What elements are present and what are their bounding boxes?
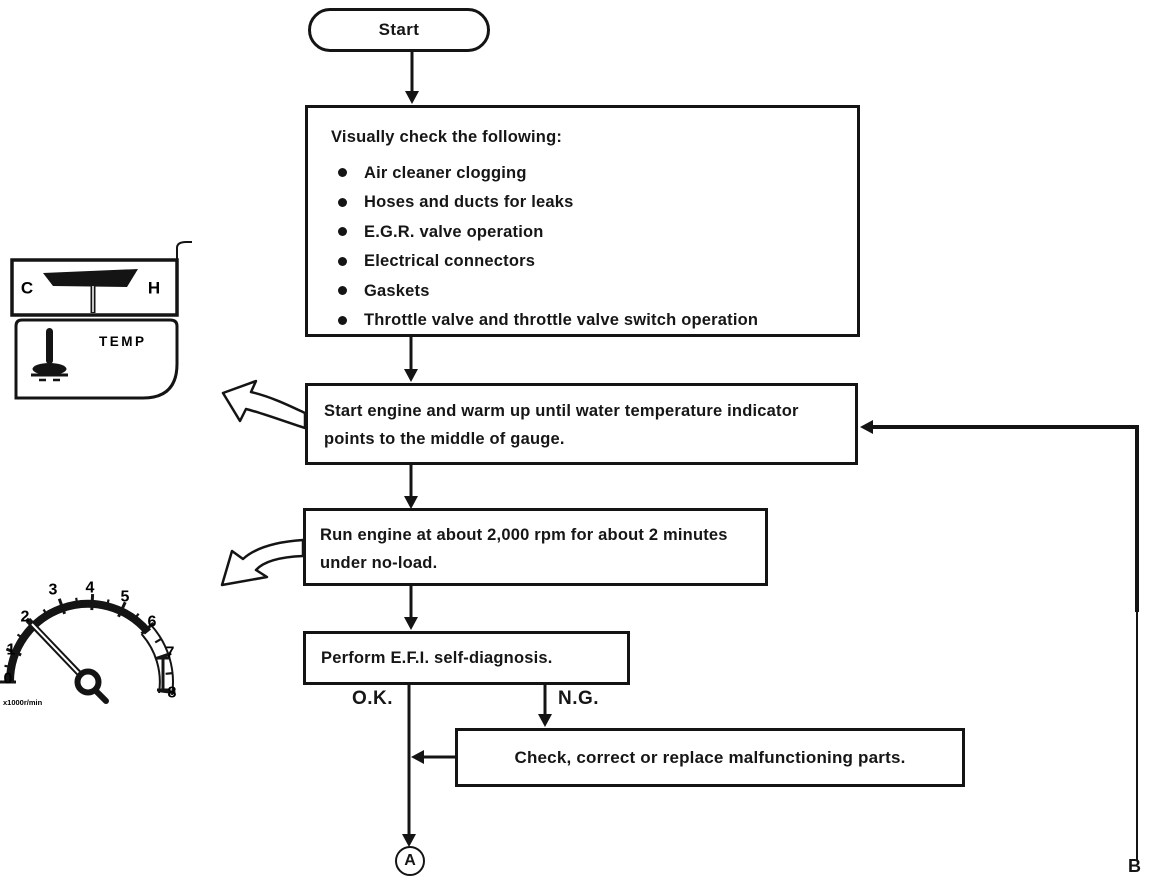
tach-tick-2: 2 — [20, 608, 30, 626]
run-engine-node — [303, 508, 768, 586]
temp-caption: TEMP — [99, 334, 147, 349]
arrowhead-left-icon — [860, 420, 873, 434]
line-feedback-upper — [872, 427, 1137, 612]
bullet-icon — [338, 227, 347, 236]
visual-check-title: Visually check the following: — [331, 128, 563, 146]
arrowhead-down-icon — [404, 617, 418, 630]
list-item-label: E.G.R. valve operation — [364, 222, 544, 241]
connector-a-label: A — [404, 852, 416, 869]
thermometer-icon — [46, 328, 53, 364]
list-item-label: Electrical connectors — [364, 252, 536, 271]
list-item — [328, 217, 841, 247]
self-diagnosis-node — [303, 631, 630, 685]
bullet-icon — [338, 316, 347, 325]
bullet-icon — [338, 286, 347, 295]
list-item — [328, 247, 841, 277]
bullet-icon — [338, 257, 347, 266]
check-correct-node — [455, 728, 965, 787]
off-page-connector-a — [395, 846, 425, 876]
list-item — [328, 306, 841, 336]
start-node — [308, 8, 490, 52]
arrowhead-down-icon — [405, 91, 419, 104]
list-item-label: Air cleaner clogging — [364, 163, 527, 182]
ok-branch-label: O.K. — [352, 688, 394, 709]
bullet-icon — [338, 198, 347, 207]
list-item — [328, 276, 841, 306]
check-correct-text: Check, correct or replace malfunctioning parts. — [514, 747, 906, 767]
run-engine-text: Run engine at about 2,000 rpm for about 2 minutes under no-load. — [320, 526, 728, 572]
self-diagnosis-text: Perform E.F.I. self-diagnosis. — [321, 649, 553, 667]
bullet-icon — [338, 168, 347, 177]
start-node-label: Start — [378, 20, 420, 39]
warm-up-node — [305, 383, 858, 465]
callout-arrow-tachometer-icon — [222, 540, 303, 585]
temp-hot-label: H — [147, 278, 161, 298]
tach-tick-3: 3 — [48, 581, 58, 599]
temp-gauge-illustration — [6, 240, 192, 402]
tachometer-illustration — [0, 558, 200, 710]
warm-up-text: Start engine and warm up until water temperature indicator points to the middle of gauge. — [324, 402, 799, 448]
list-item-label: Gaskets — [364, 281, 430, 300]
tach-tick-7: 7 — [165, 644, 175, 662]
temp-cold-label: C — [20, 278, 34, 298]
tach-tick-8: 8 — [167, 684, 177, 702]
temp-label-panel — [16, 320, 177, 398]
list-item — [328, 158, 841, 188]
tach-tick-6: 6 — [147, 613, 157, 631]
visual-check-node — [305, 105, 860, 337]
tach-redzone-inner-arc — [142, 634, 160, 693]
list-item-label: Throttle valve and throttle valve switch operation — [364, 311, 759, 330]
panel-corner-line — [177, 242, 192, 262]
list-item-label: Hoses and ducts for leaks — [364, 193, 574, 212]
off-page-connector-b: B — [1128, 856, 1141, 876]
arrowhead-down-icon — [538, 714, 552, 727]
tach-tick-5: 5 — [120, 588, 130, 606]
arrowhead-down-icon — [404, 369, 418, 382]
tach-unit-label: x1000r/min — [3, 698, 43, 707]
tach-tick-4: 4 — [85, 579, 95, 597]
ng-branch-label: N.G. — [558, 688, 600, 709]
tach-hub-icon — [78, 672, 99, 693]
tach-needle-tail — [96, 691, 106, 701]
tach-tick-1: 1 — [6, 641, 16, 659]
arrowhead-left-icon — [411, 750, 424, 764]
visual-check-list — [328, 158, 841, 335]
tach-tick-0: 0 — [3, 670, 13, 688]
callout-arrow-temp-gauge-icon — [223, 381, 305, 428]
thermometer-liquid-icon — [33, 363, 67, 375]
list-item — [328, 188, 841, 218]
